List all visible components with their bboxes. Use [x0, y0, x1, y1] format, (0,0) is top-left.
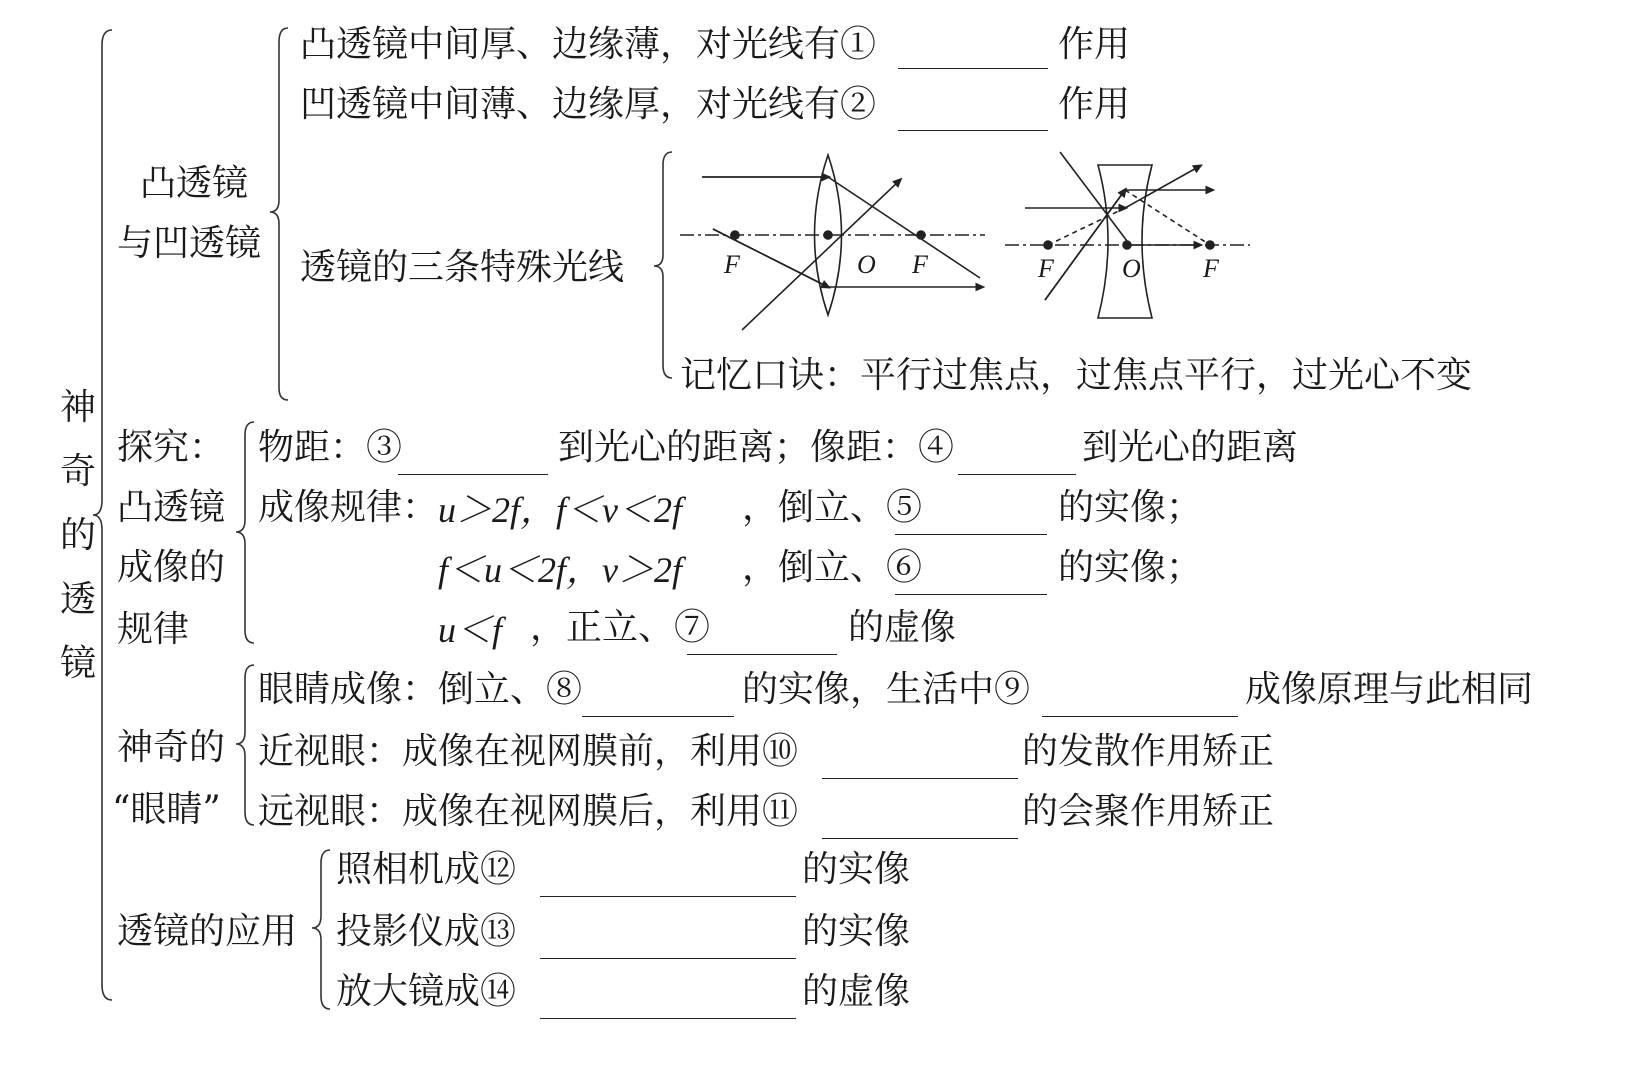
image-distance-suffix: 到光心的距离 [1082, 427, 1299, 468]
projector-text: 投影仪成⑬ [336, 911, 517, 952]
myopia-end: 的发散作用矫正 [1022, 731, 1275, 772]
eye-label-line1: 神奇的 [117, 727, 226, 768]
rule1-condition: u＞2f，f＜v＜2f [438, 490, 682, 530]
concave-lens-diagram [1005, 152, 1250, 318]
blank-2[interactable] [898, 130, 1048, 131]
blank-6[interactable] [895, 594, 1047, 595]
rule3-condition: u＜f [438, 610, 503, 650]
convex-focus-left-label: F [724, 250, 740, 279]
concave-optical-center-label: O [1122, 254, 1141, 283]
rule-prefix: 成像规律： [258, 487, 439, 528]
concave-focus-right-label: F [1203, 254, 1219, 283]
rule3-middle: ，正立、⑦ [530, 607, 711, 648]
blank-11[interactable] [822, 838, 1018, 839]
camera-end: 的实像 [802, 849, 911, 890]
blank-9[interactable] [1042, 716, 1238, 717]
image-distance-label: 到光心的距离；像距：④ [558, 427, 955, 468]
blank-1[interactable] [898, 68, 1048, 69]
rule2-condition: f＜u＜2f，v＞2f [438, 550, 682, 590]
lens-types-label-line2: 与凹透镜 [117, 223, 262, 264]
blank-12[interactable] [540, 896, 796, 897]
camera-text: 照相机成⑫ [336, 849, 517, 890]
magnifier-text: 放大镜成⑭ [336, 971, 517, 1012]
myopia-text: 近视眼：成像在视网膜前，利用⑩ [258, 731, 799, 772]
rule2-end: 的实像； [1058, 547, 1203, 588]
explore-label-line4: 规律 [117, 609, 190, 650]
concave-suffix: 作用 [1058, 84, 1131, 125]
eye-brace [236, 665, 254, 825]
blank-8[interactable] [582, 716, 734, 717]
blank-13[interactable] [540, 958, 796, 959]
blank-10[interactable] [822, 778, 1018, 779]
magnifier-end: 的虚像 [802, 971, 911, 1012]
applications-brace [312, 850, 330, 1009]
rule3-end: 的虚像 [848, 607, 957, 648]
eye-label-line2: “眼睛” [112, 789, 221, 830]
convex-description: 凸透镜中间厚、边缘薄，对光线有① [300, 24, 877, 65]
explore-label-line1: 探究： [117, 427, 226, 468]
eye-imaging-end: 成像原理与此相同 [1245, 669, 1534, 710]
eye-imaging: 眼睛成像：倒立、⑧ [258, 669, 583, 710]
mnemonic: 记忆口诀：平行过焦点，过焦点平行，过光心不变 [680, 355, 1473, 396]
explore-label-line3: 成像的 [117, 547, 226, 588]
object-distance-label: 物距：③ [258, 427, 403, 468]
blank-4[interactable] [958, 474, 1076, 475]
hyperopia-text: 远视眼：成像在视网膜后，利用⑪ [258, 791, 799, 832]
blank-7[interactable] [687, 654, 837, 655]
convex-optical-center-label: O [857, 250, 876, 279]
explore-brace [236, 422, 254, 643]
convex-focus-right-label: F [912, 250, 928, 279]
blank-14[interactable] [540, 1018, 796, 1019]
convex-suffix: 作用 [1058, 24, 1131, 65]
root-title: 神奇的透镜 [59, 387, 96, 684]
hyperopia-end: 的会聚作用矫正 [1022, 791, 1275, 832]
concave-focus-left-label: F [1038, 254, 1054, 283]
rule1-middle: ，倒立、⑤ [742, 487, 923, 528]
projector-end: 的实像 [802, 911, 911, 952]
rule1-end: 的实像； [1058, 487, 1203, 528]
explore-label-line2: 凸透镜 [117, 487, 226, 528]
blank-5[interactable] [895, 534, 1047, 535]
convex-lens-diagram [680, 155, 985, 330]
lens-types-brace [270, 28, 288, 400]
lens-types-label-line1: 凸透镜 [140, 163, 249, 204]
special-rays-label: 透镜的三条特殊光线 [300, 247, 625, 288]
concave-description: 凹透镜中间薄、边缘厚，对光线有② [300, 84, 877, 125]
eye-imaging-mid: 的实像，生活中⑨ [742, 669, 1031, 710]
applications-label: 透镜的应用 [117, 911, 298, 952]
special-rays-brace [654, 152, 672, 378]
blank-3[interactable] [398, 474, 548, 475]
rule2-middle: ，倒立、⑥ [742, 547, 923, 588]
